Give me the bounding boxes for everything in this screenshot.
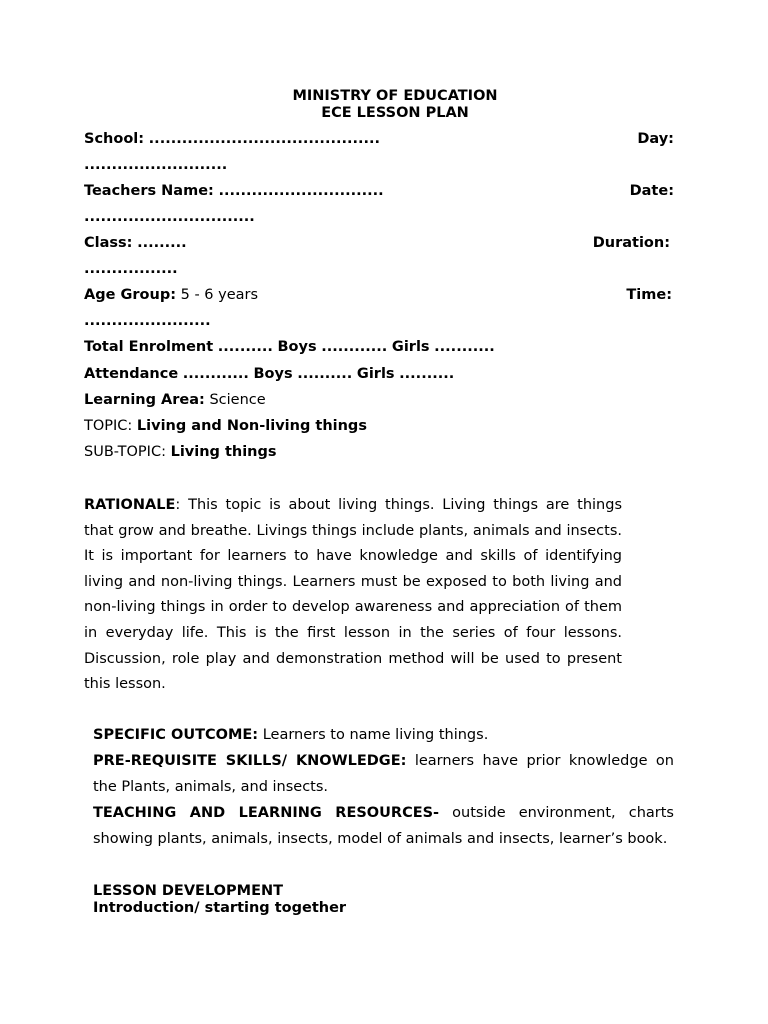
class-field [84,234,187,252]
age-group-value: 5 - 6 years [180,287,259,303]
enrolment-boys-label: Boys [277,339,317,355]
learning-area-line [84,391,266,409]
duration-dots: ................. [84,261,178,277]
specific-outcome-label: SPECIFIC OUTCOME: [93,727,259,743]
date-label: Date: [629,183,674,199]
enrolment-girls-label: Girls [391,339,430,355]
age-group-label: Age Group: [84,287,176,303]
lesson-plan-heading: ECE LESSON PLAN [321,105,469,121]
date-dots: ............................... [84,209,255,225]
time-dots: ....................... [84,313,211,329]
age-group-row [84,286,672,304]
rationale-text: : This topic is about living things. Living things are things that grow and breathe. Livings things include plants, animals and insects. It is important for learners to have knowledge and skills of identifying living and non-living things. Learners must be exposed to both living and non-living things in order to develop awareness and appreciation of them in everyday life. This is the first lesson in the series of four lessons. Discussion, role play and demonstration method will be used to present this lesson. [84,497,622,693]
teachers-name-dots: .............................. [218,183,384,199]
sub-topic-line [84,443,277,461]
prerequisite-label: PRE-REQUISITE SKILLS/ KNOWLEDGE: [93,753,407,769]
attendance-line: Attendance ............ Boys .......... Girls .......... [84,366,455,382]
learning-area-label: Learning Area: [84,392,205,408]
attendance-girls-label: Girls [356,366,395,382]
day-label: Day: [637,131,674,147]
school-field [84,130,380,148]
specific-outcome-text: Learners to name living things. [258,727,489,743]
sub-topic-value: Living things [170,444,277,460]
class-dots: ......... [137,235,187,251]
time-label: Time: [626,287,672,303]
resources-text: outside environment, charts showing plants, animals, insects, model of animals and insects, learner’s book. [93,805,674,847]
sub-topic-label: SUB-TOPIC: [84,444,166,460]
day-dots: .......................... [84,157,228,173]
resources-paragraph [93,801,674,853]
school-row [84,130,674,148]
teachers-name-field [84,182,384,200]
resources-label: TEACHING AND LEARNING RESOURCES- [93,805,440,821]
learning-area-value: Science [209,392,266,408]
topic-value: Living and Non-living things [136,418,367,434]
class-row [84,234,670,252]
introduction-subtitle: Introduction/ starting together [93,900,347,916]
lesson-development-title: LESSON DEVELOPMENT [93,883,283,899]
ministry-heading: MINISTRY OF EDUCATION [292,88,498,104]
duration-label: Duration: [592,235,670,251]
school-label: School: [84,131,145,147]
attendance-boys-label: Boys [253,366,293,382]
total-enrolment-line: Total Enrolment .......... Boys ............ Girls ........... [84,339,495,355]
rationale-paragraph [84,493,622,698]
prerequisite-text: learners have prior knowledge on the Plants, animals, and insects. [93,753,674,795]
attendance-label: Attendance [84,366,179,382]
class-label: Class: [84,235,133,251]
specific-outcome-paragraph [93,723,674,749]
prerequisite-paragraph [93,749,674,801]
total-enrolment-label: Total Enrolment [84,339,214,355]
topic-line [84,417,367,435]
teachers-name-row [84,182,674,200]
rationale-label: RATIONALE [84,497,176,513]
school-dots: .......................................... [148,131,381,147]
teachers-name-label: Teachers Name: [84,183,214,199]
topic-label: TOPIC: [84,418,133,434]
age-group-field [84,286,258,304]
